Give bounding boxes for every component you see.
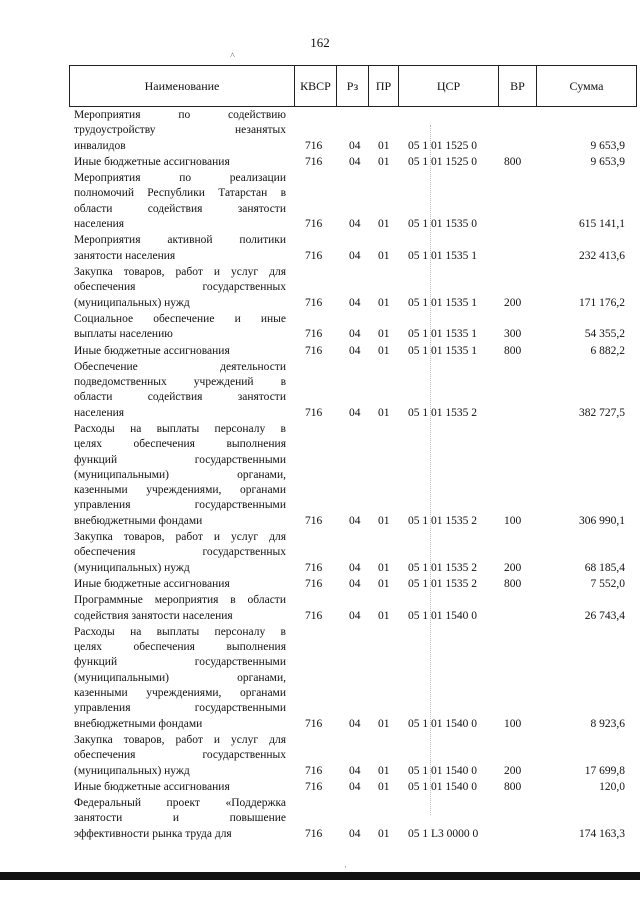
cell-csr: 05 1 01 1540 0: [408, 780, 477, 793]
cell-sum: 17 699,8: [584, 764, 625, 777]
cell-pr: 01: [378, 609, 390, 622]
cell-sum: 171 176,2: [579, 296, 625, 309]
cell-sum: 54 355,2: [584, 328, 625, 341]
row-name: [74, 155, 286, 170]
row-name-line: (муниципальными) органами,: [74, 671, 286, 684]
cell-kvsr: 716: [305, 609, 323, 622]
cell-csr: 05 1 01 1540 0: [408, 764, 477, 777]
cell-pr: 01: [378, 155, 390, 168]
table-row: [69, 360, 637, 421]
row-name-line: Закупка товаров, работ и услуг для: [74, 266, 286, 278]
row-name-line: Мероприятия активной политики: [74, 234, 286, 247]
cell-kvsr: 716: [305, 780, 323, 793]
cell-vr: 800: [504, 780, 522, 793]
row-name: [74, 344, 286, 359]
cell-pr: 01: [378, 249, 390, 262]
row-name: [74, 733, 286, 779]
row-name-line: эффективности рынка труда для: [74, 827, 232, 840]
cell-kvsr: 716: [305, 139, 323, 152]
row-name: [74, 577, 286, 592]
cell-kvsr: 716: [305, 514, 323, 527]
cell-sum: 8 923,6: [590, 717, 625, 730]
cell-csr: 05 1 01 1535 1: [408, 328, 477, 341]
row-name-line: обеспечения государственных: [74, 749, 286, 762]
header-sum: Сумма: [536, 66, 636, 106]
row-name-line: Иные бюджетные ассигнования: [74, 780, 230, 793]
cell-sum: 9 653,9: [590, 139, 625, 152]
row-name-line: управления государственными: [74, 499, 286, 512]
cell-pr: 01: [378, 218, 390, 231]
cell-sum: 232 413,6: [579, 249, 625, 262]
row-name-line: Мероприятия по реализации: [74, 172, 286, 185]
cell-kvsr: 716: [305, 249, 323, 262]
row-name-line: (муниципальных) нужд: [74, 296, 190, 309]
table-row: [69, 733, 637, 779]
row-name-line: Расходы на выплаты персоналу в: [74, 423, 286, 435]
row-name: [74, 233, 286, 264]
cell-kvsr: 716: [305, 406, 323, 419]
table-row: [69, 344, 637, 359]
cell-vr: 800: [504, 344, 522, 357]
cell-csr: 05 1 01 1535 2: [408, 514, 477, 527]
header-csr: ЦСР: [398, 66, 498, 106]
cell-rz: 04: [349, 514, 361, 527]
row-name-line: Иные бюджетные ассигнования: [74, 344, 230, 357]
cell-vr: 200: [504, 296, 522, 309]
cell-csr: 05 1 01 1535 2: [408, 578, 477, 590]
cell-csr: 05 1 01 1540 0: [408, 609, 477, 622]
cell-pr: 01: [378, 780, 390, 793]
cell-csr: 05 1 L3 0000 0: [408, 827, 479, 840]
cell-rz: 04: [349, 344, 361, 357]
cell-pr: 01: [378, 139, 390, 152]
cell-rz: 04: [349, 296, 361, 309]
row-name-line: казенными учреждениями, органами: [74, 687, 286, 700]
cell-vr: 300: [504, 328, 522, 341]
cell-rz: 04: [349, 609, 361, 622]
table-row: [69, 155, 637, 170]
row-name: [74, 171, 286, 232]
scan-edge: [0, 872, 640, 880]
cell-vr: 800: [504, 155, 522, 168]
cell-sum: 615 141,1: [579, 218, 625, 231]
cell-sum: 174 163,3: [579, 827, 625, 840]
cell-kvsr: 716: [305, 561, 323, 574]
table-row: [69, 577, 637, 592]
row-name-line: полномочий Республики Татарстан в: [74, 187, 286, 200]
table-row: [69, 593, 637, 624]
table-row: [69, 530, 637, 576]
cell-csr: 05 1 01 1535 1: [408, 249, 477, 262]
cell-kvsr: 716: [305, 344, 323, 357]
table-row: [69, 312, 637, 343]
cell-pr: 01: [378, 827, 390, 840]
cell-kvsr: 716: [305, 296, 323, 309]
row-name-line: Обеспечение деятельности: [74, 360, 286, 373]
row-name-line: области содействия занятости: [74, 202, 286, 215]
row-name-line: Иные бюджетные ассигнования: [74, 155, 230, 168]
row-name-line: обеспечения государственных: [74, 546, 286, 559]
row-name: [74, 780, 286, 795]
cell-vr: 200: [504, 561, 522, 574]
cell-sum: 9 653,9: [590, 155, 625, 168]
cell-kvsr: 716: [305, 218, 323, 231]
row-name-line: населения: [74, 406, 125, 419]
table-row: [69, 625, 637, 732]
cell-rz: 04: [349, 827, 361, 840]
cell-csr: 05 1 01 1535 2: [408, 406, 477, 419]
row-name-line: управления государственными: [74, 702, 286, 715]
cell-rz: 04: [349, 218, 361, 231]
cell-pr: 01: [378, 717, 390, 730]
row-name: [74, 312, 286, 343]
row-name-line: содействия занятости населения: [74, 609, 233, 622]
table-row: [69, 233, 637, 264]
row-name-line: населения: [74, 218, 125, 231]
row-name: [74, 265, 286, 311]
row-name-line: казенными учреждениями, органами: [74, 484, 286, 497]
page-number: 162: [310, 35, 330, 50]
cell-kvsr: 716: [305, 155, 323, 168]
cell-sum: 306 990,1: [579, 514, 625, 527]
cell-pr: 01: [378, 578, 390, 590]
cell-pr: 01: [378, 406, 390, 419]
row-name: [74, 625, 286, 732]
cell-sum: 26 743,4: [584, 609, 625, 622]
header-rz: Рз: [336, 66, 368, 106]
row-name-line: инвалидов: [74, 139, 126, 152]
table-row: [69, 796, 637, 842]
row-name-line: Программные мероприятия в области: [74, 594, 286, 607]
cell-sum: 120,0: [599, 780, 625, 793]
cell-rz: 04: [349, 561, 361, 574]
row-name-line: обеспечения государственных: [74, 281, 286, 294]
header-pr: ПР: [368, 66, 398, 106]
table-row: [69, 265, 637, 311]
row-name-line: Социальное обеспечение и иные: [74, 312, 286, 325]
row-name-line: (муниципальных) нужд: [74, 561, 190, 574]
cell-csr: 05 1 01 1535 1: [408, 296, 477, 309]
row-name: [74, 422, 286, 529]
cell-kvsr: 716: [305, 764, 323, 777]
row-name-line: функций государственными: [74, 453, 286, 466]
cell-sum: 6 882,2: [590, 344, 625, 357]
cell-csr: 05 1 01 1540 0: [408, 717, 477, 730]
cell-kvsr: 716: [305, 328, 323, 341]
cell-rz: 04: [349, 780, 361, 793]
cell-rz: 04: [349, 717, 361, 730]
cell-sum: 382 727,5: [579, 406, 625, 419]
row-name: [74, 108, 286, 154]
cell-vr: 800: [504, 578, 522, 590]
row-name-line: занятости населения: [74, 249, 176, 262]
row-name-line: (муниципальными) органами,: [74, 468, 286, 481]
cell-pr: 01: [378, 514, 390, 527]
cell-kvsr: 716: [305, 717, 323, 730]
cell-rz: 04: [349, 406, 361, 419]
cell-csr: 05 1 01 1535 0: [408, 218, 477, 231]
row-name-line: функций государственными: [74, 656, 286, 669]
cell-csr: 05 1 01 1535 1: [408, 344, 477, 357]
cell-vr: 100: [504, 514, 522, 527]
row-name-line: Закупка товаров, работ и услуг для: [74, 734, 286, 746]
row-name-line: целях обеспечения выполнения: [74, 438, 286, 451]
cell-csr: 05 1 01 1525 0: [408, 139, 477, 152]
row-name: [74, 593, 286, 624]
row-name-line: целях обеспечения выполнения: [74, 641, 286, 654]
cell-rz: 04: [349, 578, 361, 590]
row-name-line: внебюджетными фондами: [74, 514, 203, 527]
table-row: [69, 108, 637, 154]
cell-rz: 04: [349, 249, 361, 262]
header-vr: ВР: [498, 66, 536, 106]
cell-pr: 01: [378, 344, 390, 357]
scan-speck: ·: [344, 862, 347, 872]
row-name-line: занятости и повышение: [74, 812, 286, 825]
header-name: Наименование: [144, 79, 220, 93]
row-name-line: подведомственных учреждений в: [74, 376, 286, 389]
cell-csr: 05 1 01 1535 2: [408, 561, 477, 574]
cell-pr: 01: [378, 328, 390, 341]
cell-rz: 04: [349, 139, 361, 152]
cell-csr: 05 1 01 1525 0: [408, 155, 477, 168]
cell-rz: 04: [349, 155, 361, 168]
row-name-line: выплаты населению: [74, 328, 173, 341]
header-kvsr: КВСР: [294, 66, 336, 106]
cell-pr: 01: [378, 561, 390, 574]
cell-kvsr: 716: [305, 578, 323, 590]
cell-sum: 7 552,0: [590, 578, 625, 590]
cell-kvsr: 716: [305, 827, 323, 840]
scan-speck: ˄: [230, 50, 236, 60]
row-name: [74, 360, 286, 421]
row-name-line: внебюджетными фондами: [74, 717, 203, 730]
table-row: [69, 422, 637, 529]
cell-rz: 04: [349, 328, 361, 341]
cell-vr: 100: [504, 717, 522, 730]
row-name: [74, 530, 286, 576]
row-name-line: (муниципальных) нужд: [74, 764, 190, 777]
row-name-line: Закупка товаров, работ и услуг для: [74, 531, 286, 544]
row-name-line: Федеральный проект «Поддержка: [74, 797, 286, 810]
row-name-line: Иные бюджетные ассигнования: [74, 578, 230, 590]
cell-pr: 01: [378, 296, 390, 309]
row-name-line: трудоустройству незанятых: [74, 124, 286, 137]
cell-rz: 04: [349, 764, 361, 777]
row-name-line: области содействия занятости: [74, 391, 286, 404]
table-row: [69, 780, 637, 795]
row-name-line: Мероприятия по содействию: [74, 109, 286, 121]
cell-sum: 68 185,4: [584, 561, 625, 574]
cell-pr: 01: [378, 764, 390, 777]
cell-vr: 200: [504, 764, 522, 777]
table-header: [69, 65, 637, 107]
row-name: [74, 796, 286, 842]
table-row: [69, 171, 637, 232]
row-name-line: Расходы на выплаты персоналу в: [74, 625, 286, 638]
